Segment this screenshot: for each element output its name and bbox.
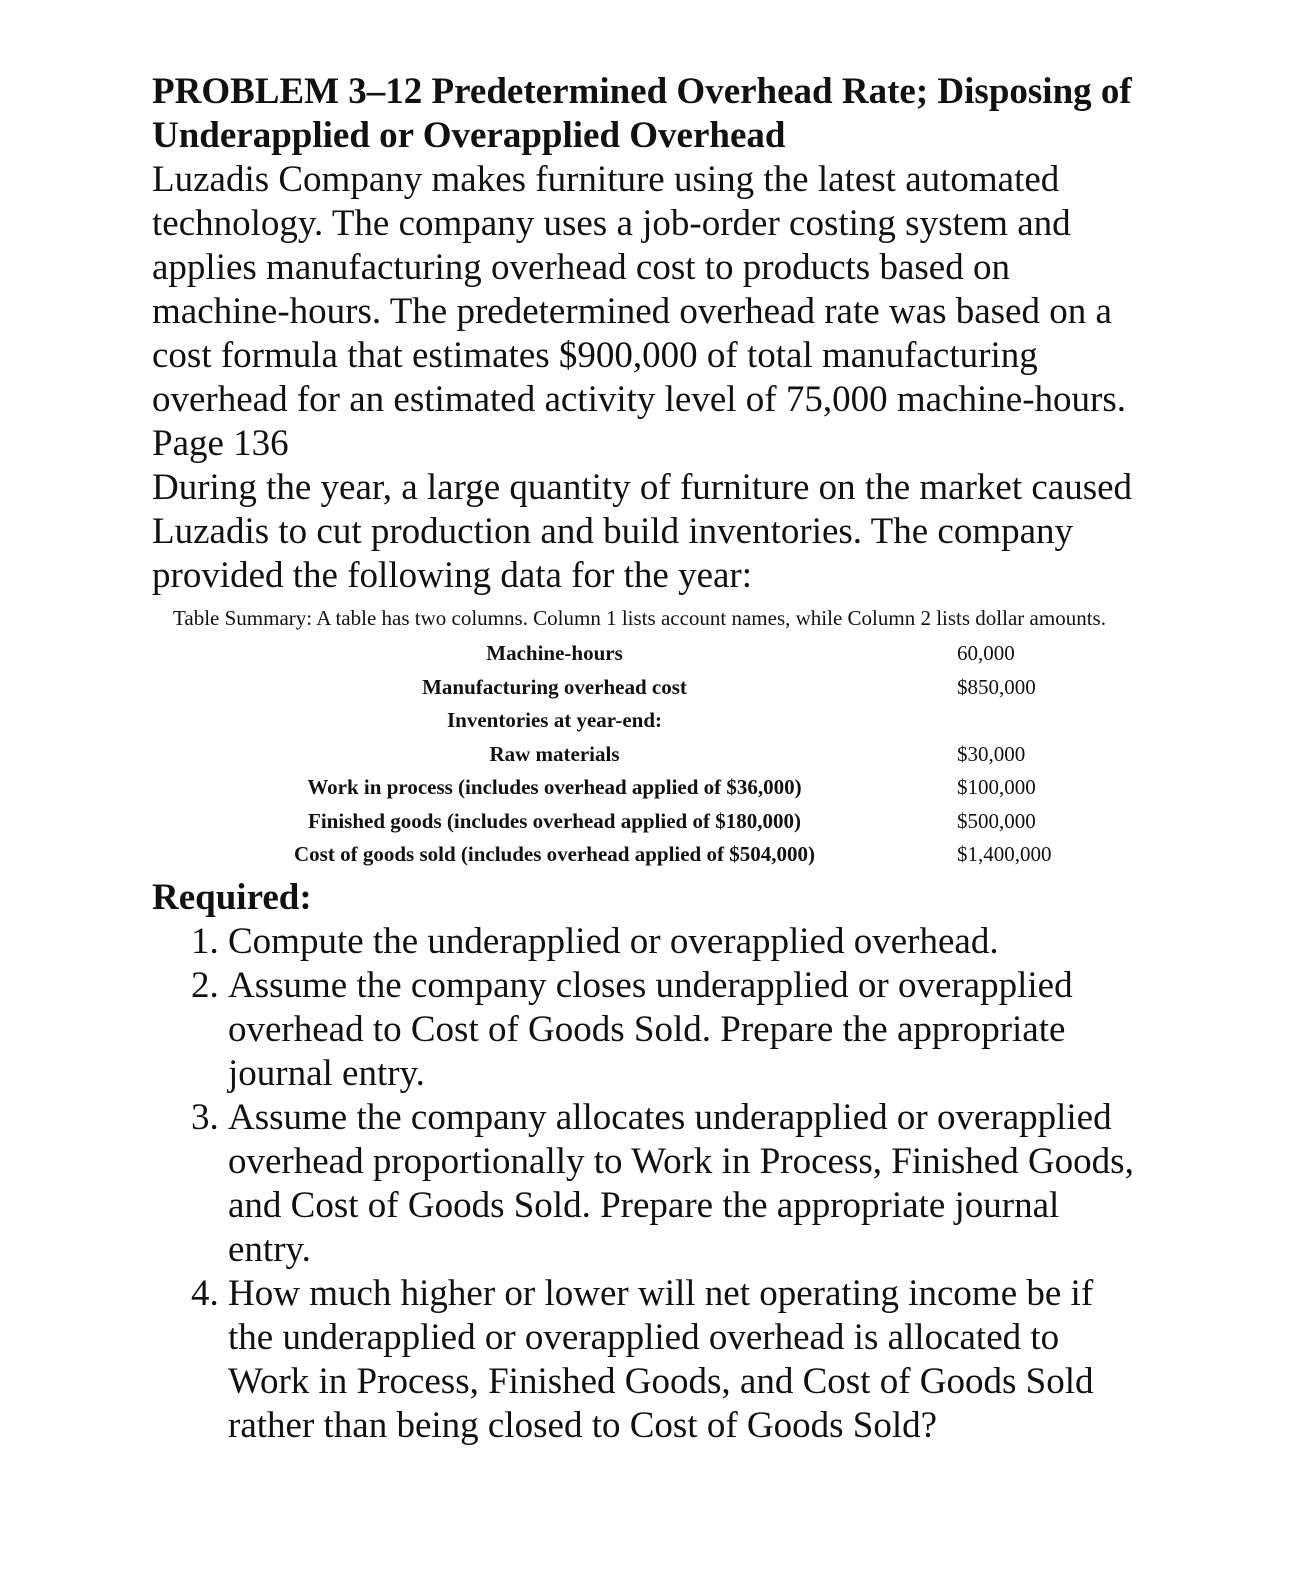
table-row — [152, 738, 1142, 772]
problem-title: PROBLEM 3–12 Predetermined Overhead Rate; Disposing of Underapplied or Overapplied Overhead — [152, 71, 1132, 156]
table-row — [152, 704, 1142, 738]
row-label: Cost of goods sold (includes overhead applied of $504,000) — [294, 842, 815, 866]
row-value: $500,000 — [957, 808, 1036, 833]
data-table — [152, 637, 1142, 872]
table-row — [152, 671, 1142, 705]
row-value: $30,000 — [957, 741, 1026, 766]
problem-document — [152, 70, 1142, 1448]
list-item: 3. Assume the company allocates underapplied or overapplied overhead proportionally to Work in Process, Finished Goods, and Cost of Goods Sold. Prepare the appropriate journal entry. — [228, 1096, 1142, 1272]
table-row — [152, 838, 1142, 872]
row-label: Machine-hours — [486, 641, 623, 665]
row-value: $100,000 — [957, 775, 1036, 799]
intro-paragraph: Luzadis Company makes furniture using the latest automated technology. The company uses a job-order costing system and applies manufacturing overhead cost to products based on machine-hours. The predetermined overhead rate was based on a cost formula that estimates $900,000 of total manufacturing overhead for an estimated activity level of 75,000 machine-hours. — [152, 159, 1126, 420]
row-label: Raw materials — [489, 741, 620, 766]
table-row — [152, 771, 1142, 805]
row-label: Work in process (includes overhead applied of $36,000) — [307, 775, 802, 799]
row-label: Finished goods (includes overhead applied of $180,000) — [308, 808, 801, 833]
list-item: 1. Compute the underapplied or overapplied overhead. — [228, 920, 1142, 964]
row-label: Manufacturing overhead cost — [422, 674, 687, 699]
table-summary: Table Summary: A table has two columns. Column 1 lists account names, while Column 2 lists dollar amounts. — [173, 606, 1106, 630]
table-row — [152, 805, 1142, 839]
row-value: 60,000 — [957, 641, 1015, 665]
required-list — [152, 920, 1142, 1448]
required-heading: Required: — [152, 876, 312, 918]
list-item: 4. How much higher or lower will net operating income be if the underapplied or overapplied overhead is allocated to Work in Process, Finished Goods, and Cost of Goods Sold rather than being closed to Cost of Goods Sold? — [228, 1272, 1142, 1448]
context-paragraph: During the year, a large quantity of furniture on the market caused Luzadis to cut production and build inventories. The company provided the following data for the year: — [152, 467, 1133, 596]
row-label: Inventories at year-end: — [446, 708, 662, 732]
row-value: $1,400,000 — [957, 842, 1052, 866]
list-item: 2. Assume the company closes underapplied or overapplied overhead to Cost of Goods Sold. Prepare the appropriate journal entry. — [228, 964, 1142, 1096]
page-reference: Page 136 — [152, 423, 289, 464]
table-row — [152, 637, 1142, 671]
row-value — [957, 704, 1142, 738]
row-value: $850,000 — [957, 674, 1036, 699]
